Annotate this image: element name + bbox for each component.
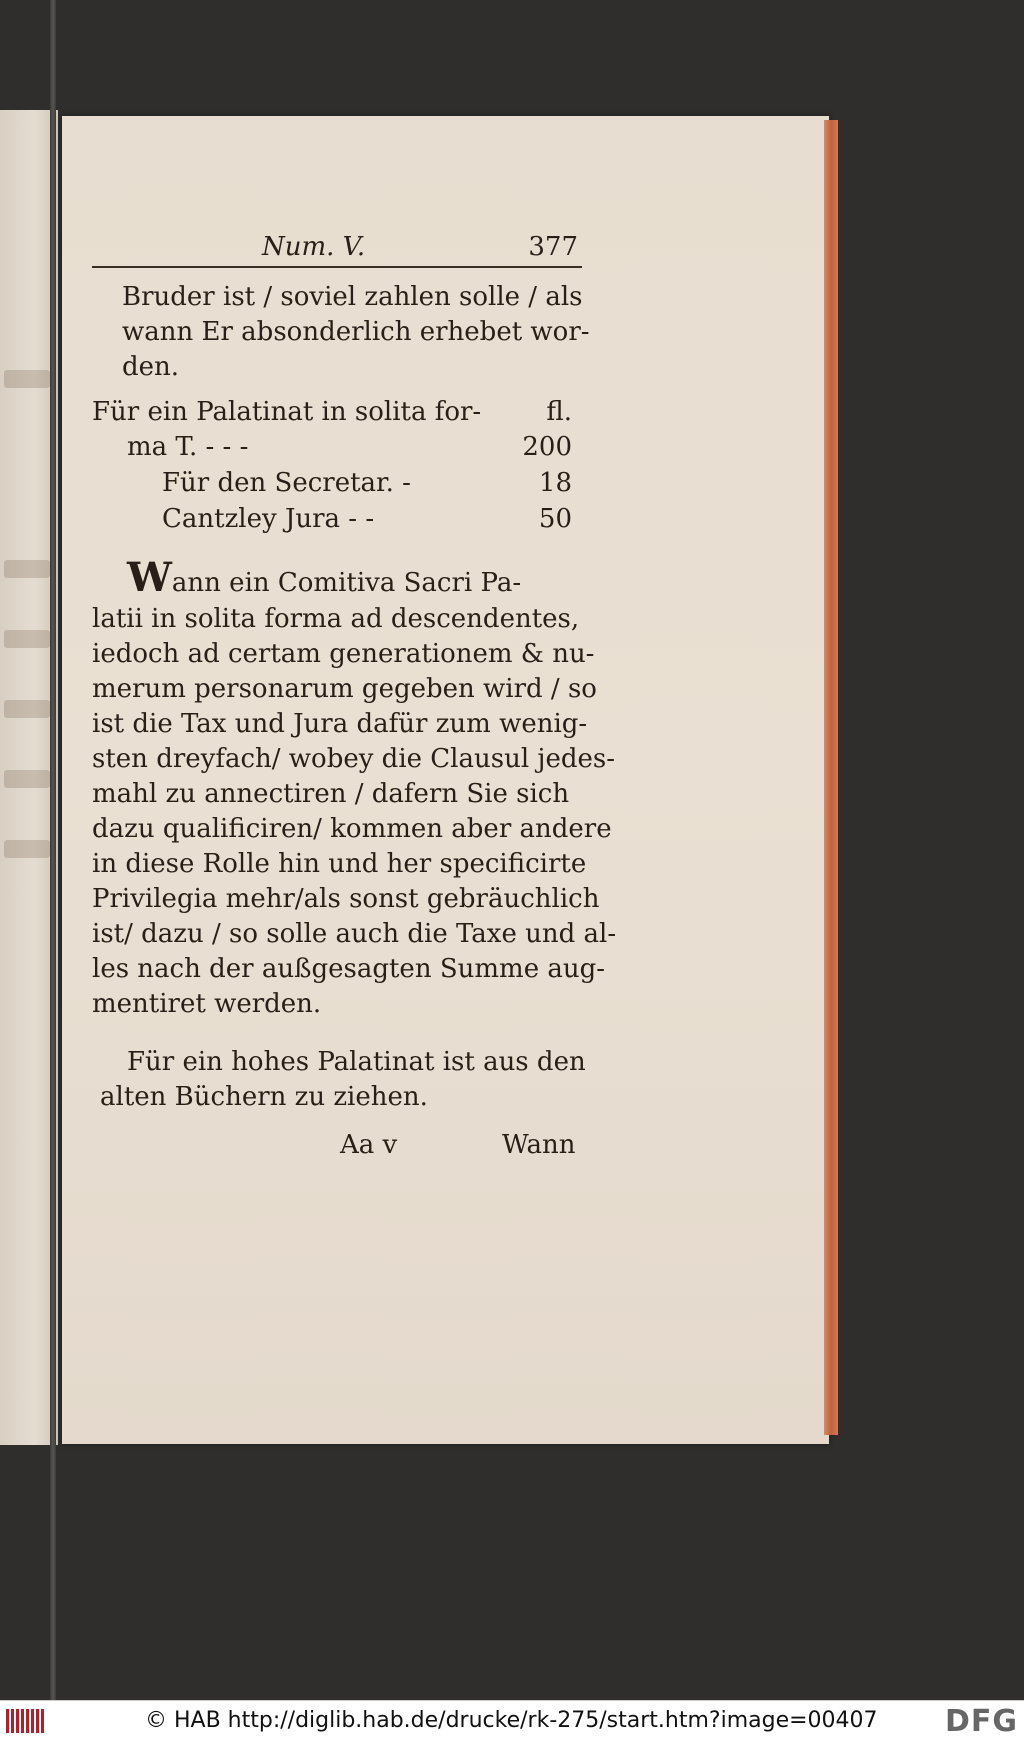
text-line: den. [122, 352, 180, 382]
text-line: wann Er absonderlich erhebet wor- [122, 317, 590, 347]
text-line: ist die Tax und Jura dafür zum wenig- [92, 709, 588, 739]
fee-label: Für den Secretar. - [162, 468, 411, 498]
fee-label: Für ein Palatinat in solita for- [92, 397, 482, 427]
copyright-link[interactable]: © HAB http://diglib.hab.de/drucke/rk-275/start.htm?image=00407 [145, 1708, 878, 1733]
hab-logo-icon [6, 1709, 46, 1733]
text-line: ist/ dazu / so solle auch die Taxe und al- [92, 919, 617, 949]
text-line: merum personarum gegeben wird / so [92, 674, 597, 704]
fee-value: 200 [522, 432, 572, 462]
viewer-footer [0, 1700, 1024, 1740]
text-line: les nach der außgesagten Summe aug- [92, 954, 606, 984]
text-line: dazu qualificiren/ kommen aber andere [92, 814, 612, 844]
book-gutter [50, 0, 56, 1700]
text-line: Privilegia mehr/als sonst gebräuchlich [92, 884, 600, 914]
text-line: Für ein hohes Palatinat ist aus den [127, 1047, 586, 1077]
fee-value: 50 [538, 504, 572, 534]
text-line: latii in solita forma ad descendentes, [92, 604, 580, 634]
running-header [92, 232, 582, 268]
drop-initial: W [127, 554, 172, 601]
catchword: Wann [502, 1130, 576, 1160]
bleed-through-mark [4, 840, 50, 858]
bleed-through-mark [4, 630, 50, 648]
bleed-through-mark [4, 700, 50, 718]
fee-label: Cantzley Jura - - [162, 504, 375, 534]
paragraph-first-line [127, 554, 522, 601]
text-line: in diese Rolle hin und her specificirte [92, 849, 587, 879]
text-line: sten dreyfach/ wobey die Clausul jedes- [92, 744, 616, 774]
fee-value: 18 [538, 468, 572, 498]
page-number: 377 [528, 232, 578, 262]
text-line: alten Büchern zu ziehen. [100, 1082, 428, 1112]
page-edge-red [824, 120, 838, 1435]
signature-mark: Aa v [340, 1130, 398, 1160]
fee-label: ma T. - - - [127, 432, 249, 462]
text-line: Bruder ist / soviel zahlen solle / als [122, 282, 583, 312]
fee-unit: fl. [546, 397, 572, 427]
header-title: Num. V. [262, 232, 366, 262]
bleed-through-mark [4, 770, 50, 788]
text-line: mahl zu annectiren / dafern Sie sich [92, 779, 570, 809]
bleed-through-mark [4, 370, 50, 388]
bleed-through-mark [4, 560, 50, 578]
text-line: ann ein Comitiva Sacri Pa- [171, 568, 522, 598]
text-line: iedoch ad certam generationem & nu- [92, 639, 595, 669]
dfg-logo: DFG [944, 1704, 1018, 1739]
text-line: mentiret werden. [92, 989, 322, 1019]
